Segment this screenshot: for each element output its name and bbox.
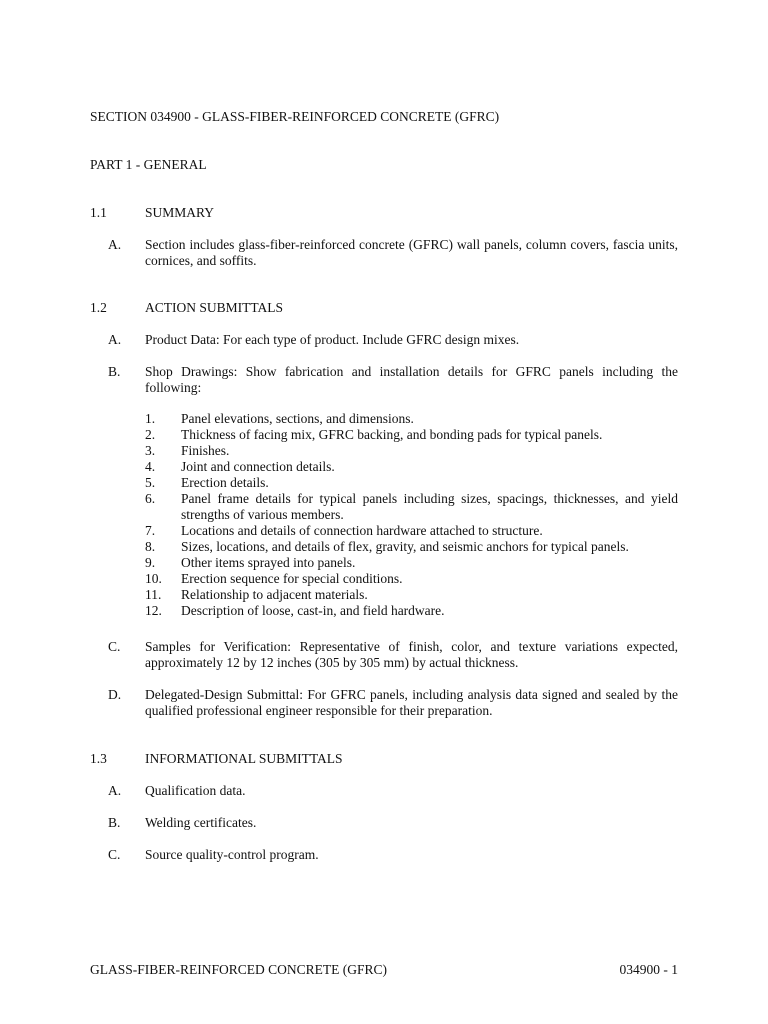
paragraph-letter: B. xyxy=(108,815,121,830)
list-item xyxy=(145,603,690,619)
list-item-number: 6. xyxy=(145,491,156,506)
list-item xyxy=(145,411,690,427)
list-item-text: Finishes. xyxy=(181,443,230,458)
list-item-text: Locations and details of connection hardware attached to structure. xyxy=(181,523,543,538)
list-item xyxy=(145,475,690,491)
list-item-number: 9. xyxy=(145,555,156,570)
paragraph-letter: A. xyxy=(108,783,122,798)
footer-title: GLASS-FIBER-REINFORCED CONCRETE (GFRC) xyxy=(90,962,388,977)
paragraph-text: Samples for Verification: Representative of finish, color, and texture variations expected, approximately 12 by 12 inches (305 by 305 mm) by actual thickness. xyxy=(145,639,678,670)
list-item xyxy=(145,555,690,571)
list-item-text: Description of loose, cast-in, and field hardware. xyxy=(181,603,445,618)
list-item xyxy=(145,427,690,443)
list-item-number: 8. xyxy=(145,539,156,554)
list-item-text: Erection details. xyxy=(181,475,269,490)
list-item-number: 12. xyxy=(145,603,162,618)
list-item xyxy=(145,523,690,539)
article-number: 1.1 xyxy=(90,205,107,220)
list-item-text: Relationship to adjacent materials. xyxy=(181,587,368,602)
list-item-number: 3. xyxy=(145,443,156,458)
list-item-text: Panel frame details for typical panels including sizes, spacings, thicknesses, and yield strengths of various members. xyxy=(181,491,678,522)
list-item-text: Panel elevations, sections, and dimensions. xyxy=(181,411,414,426)
list-item xyxy=(145,539,690,555)
paragraph-text: Product Data: For each type of product. Include GFRC design mixes. xyxy=(145,332,520,347)
paragraph-text: Source quality-control program. xyxy=(145,847,319,862)
shop-drawings-list xyxy=(145,411,690,619)
list-item-number: 11. xyxy=(145,587,162,602)
paragraph-letter: A. xyxy=(108,237,122,252)
list-item-number: 7. xyxy=(145,523,156,538)
list-item-text: Thickness of facing mix, GFRC backing, and bonding pads for typical panels. xyxy=(181,427,603,442)
paragraph-letter: C. xyxy=(108,847,121,862)
article-number: 1.2 xyxy=(90,300,107,315)
section-title: SECTION 034900 - GLASS-FIBER-REINFORCED CONCRETE (GFRC) xyxy=(90,109,500,124)
list-item-number: 2. xyxy=(145,427,156,442)
paragraph-text: Welding certificates. xyxy=(145,815,257,830)
list-item xyxy=(145,459,690,475)
list-item-number: 4. xyxy=(145,459,156,474)
list-item-text: Other items sprayed into panels. xyxy=(181,555,356,570)
part-title: PART 1 - GENERAL xyxy=(90,157,207,172)
paragraph-text: Qualification data. xyxy=(145,783,246,798)
footer-page-number: 034900 - 1 xyxy=(619,962,678,977)
list-item-number: 1. xyxy=(145,411,156,426)
article-title: ACTION SUBMITTALS xyxy=(145,300,284,315)
paragraph-letter: C. xyxy=(108,639,121,654)
list-item xyxy=(145,491,690,523)
paragraph-letter: B. xyxy=(108,364,121,379)
article-title: SUMMARY xyxy=(145,205,215,220)
list-item-text: Erection sequence for special conditions. xyxy=(181,571,403,586)
paragraph-letter: D. xyxy=(108,687,122,702)
list-item xyxy=(145,571,690,587)
paragraph-text: Shop Drawings: Show fabrication and installation details for GFRC panels including the following: xyxy=(145,364,678,395)
paragraph-text: Section includes glass-fiber-reinforced concrete (GFRC) wall panels, column covers, fascia units, cornices, and soffits. xyxy=(145,237,678,268)
article-title: INFORMATIONAL SUBMITTALS xyxy=(145,751,343,766)
paragraph-text: Delegated-Design Submittal: For GFRC panels, including analysis data signed and sealed by the qualified professional engineer responsible for their preparation. xyxy=(145,687,678,718)
list-item-text: Sizes, locations, and details of flex, gravity, and seismic anchors for typical panels. xyxy=(181,539,629,554)
list-item-text: Joint and connection details. xyxy=(181,459,335,474)
list-item-number: 5. xyxy=(145,475,156,490)
list-item-number: 10. xyxy=(145,571,162,586)
list-item xyxy=(145,443,690,459)
paragraph-letter: A. xyxy=(108,332,122,347)
list-item xyxy=(145,587,690,603)
article-number: 1.3 xyxy=(90,751,107,766)
